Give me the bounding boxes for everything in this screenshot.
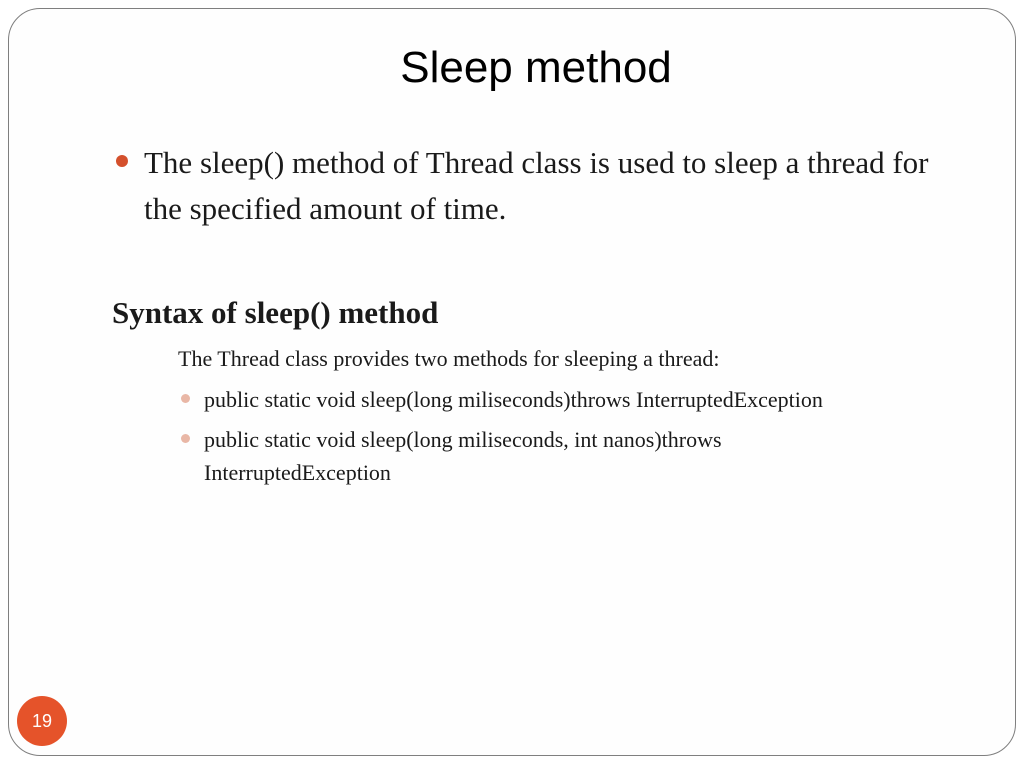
syntax-intro: The Thread class provides two methods for sleeping a thread:	[178, 346, 720, 371]
syntax-heading: Syntax of sleep() method	[112, 295, 439, 330]
page-number-badge: 19	[17, 696, 67, 746]
slide-frame	[8, 8, 1016, 756]
main-bullet-dot	[116, 155, 128, 167]
method-signature-1: public static void sleep(long miliseconds)throws InterruptedException	[204, 387, 823, 412]
main-bullet-text: The sleep() method of Thread class is used to sleep a thread for the specified amount of time.	[144, 145, 929, 226]
slide-title: Sleep method	[400, 43, 672, 92]
method-bullet-dot-2	[181, 434, 190, 443]
method-signature-2: public static void sleep(long miliseconds, int nanos)throws InterruptedException	[204, 427, 722, 485]
method-bullet-dot-1	[181, 394, 190, 403]
